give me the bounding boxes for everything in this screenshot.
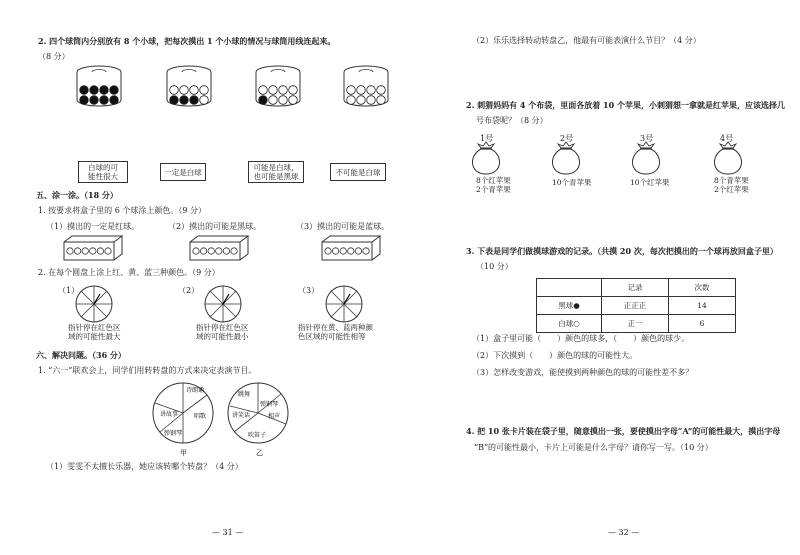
bag-1-no: 1号 (480, 134, 494, 143)
ball-boxes (0, 234, 400, 264)
bag-1-icon (472, 142, 499, 174)
color-wheel-1 (76, 286, 112, 322)
ball (90, 86, 99, 95)
wheel-caption-3: 指针停在黄、蓝两种颜 色区域的可能性相等 (298, 323, 373, 341)
spinner-b-label-4: 相声 (268, 413, 281, 420)
bag-3-desc: 10个红苹果 (630, 178, 670, 187)
ball (348, 248, 354, 254)
sec5-title: 五、涂一涂。（18 分） (36, 190, 118, 200)
page-number-31: — 31 — (212, 528, 244, 537)
q4-line1: 4. 把 10 张卡片装在袋子里，随意摸出一张，要使摸出字母“A”的可能性最大，摸出字母 (466, 426, 781, 436)
ball (100, 86, 109, 95)
ball (90, 96, 99, 105)
ball (97, 248, 103, 254)
bag-4-desc: 8个青苹果 2个红苹果 (714, 176, 749, 194)
ball (367, 96, 376, 105)
sec5-q1-item-3: （3）摸出的可能是蓝球。 (296, 222, 390, 231)
table-row (537, 315, 736, 333)
th-blank (537, 279, 602, 297)
ball (82, 248, 88, 254)
ball (190, 96, 199, 105)
ball (170, 96, 179, 105)
cell: 正正正 (602, 297, 669, 315)
q2-title: 2. 四个球筒内分别放有 8 个小球，把每次摸出 1 个小球的情况与球筒用线连起来。 (38, 36, 336, 46)
ball (355, 248, 361, 254)
sec6-q1: 1. “六一”联欢会上，同学们用转转盘的方式来决定表演节目。 (38, 366, 257, 375)
ball (279, 96, 288, 105)
q4-line2: “B”的可能性最小，卡片上可能是什么字母？请你写一写。（10 分） (474, 443, 713, 452)
q2-bags-title: 2. 刺猬妈妈有 4 个布袋，里面各放着 10 个苹果，小刺猬想一拿就是红苹果，应该选择几 (466, 100, 785, 110)
spinner-wheels (150, 380, 350, 460)
ball (367, 86, 376, 95)
q3-title: 3. 下表是同学们做摸球游戏的记录。（共摸 20 次，每次把摸出的一个球再放回盒子里） (466, 246, 778, 256)
spinner-b (228, 383, 288, 457)
ball (200, 96, 209, 105)
tube-3 (256, 66, 300, 106)
cell: 正一 (602, 315, 669, 333)
ball (231, 248, 237, 254)
q2-points: （8 分） (38, 52, 70, 61)
ball (208, 248, 214, 254)
bag-2-desc: 10个青苹果 (552, 178, 592, 187)
q3-s2: （2）下次摸到（ ）颜色的球的可能性大。 (472, 351, 638, 360)
ball (377, 86, 386, 95)
ball (363, 248, 369, 254)
ball (180, 96, 189, 105)
ball (80, 86, 89, 95)
spinner-b-label-3: 弹钢琴 (260, 401, 279, 408)
ball-box-1 (64, 236, 122, 260)
table-row (537, 297, 736, 315)
color-wheel-2 (205, 286, 241, 322)
spinner-a-name: 甲 (180, 449, 187, 457)
ball (110, 96, 119, 105)
ball (347, 86, 356, 95)
wheel-caption-2: 指针停在红色区 域的可能性最小 (196, 323, 249, 341)
ball (180, 86, 189, 95)
ball (259, 86, 268, 95)
bag-1-desc: 8个红苹果 2个青苹果 (476, 176, 511, 194)
page-number-32: — 32 — (608, 528, 640, 537)
spinner-a-label-2: 讲故事 (160, 411, 179, 418)
bag-4-no: 4号 (720, 134, 734, 143)
ball (357, 96, 366, 105)
ball (332, 248, 338, 254)
bag-2-no: 2号 (560, 134, 574, 143)
spinner-a-label-1: 诗朗诵 (186, 387, 205, 394)
bag-3-no: 3号 (640, 134, 654, 143)
sub2: （2）乐乐选择转动转盘乙，他最有可能表演什么节目？（4 分） (472, 36, 701, 45)
ball (200, 248, 206, 254)
ball (80, 96, 89, 105)
wheel-num-3: （3） (298, 286, 320, 295)
spinner-b-label-5: 吹笛子 (248, 432, 267, 439)
cell: 6 (669, 315, 736, 333)
ball (216, 248, 222, 254)
ball (200, 86, 209, 95)
cell: 白球○ (537, 315, 602, 333)
ball (340, 248, 346, 254)
bag-2-icon (552, 142, 579, 174)
ball-box-2 (190, 236, 248, 260)
match-box-1: 白球的可 能性很大 (78, 161, 128, 183)
sec5-q1: 1. 按要求将盒子里的 6 个球涂上颜色。（9 分） (38, 206, 206, 215)
spinner-b-name: 乙 (256, 449, 263, 457)
cell: 黑球● (537, 297, 602, 315)
match-box-3: 可能是白球， 也可能是黑球 (248, 161, 304, 183)
wheel-caption-1: 指针停在红色区 域的可能性最大 (68, 323, 121, 341)
q2-bags-title2: 号布袋呢？（8 分） (476, 116, 548, 125)
bag-4-icon (714, 142, 741, 174)
ball (110, 86, 119, 95)
ball (170, 86, 179, 95)
ball (269, 96, 278, 105)
cell: 14 (669, 297, 736, 315)
q3-points: （10 分） (476, 262, 513, 271)
ball (259, 96, 268, 105)
ball (105, 248, 111, 254)
ball (67, 248, 73, 254)
spinner-a-label-4: 唱歌 (194, 413, 207, 420)
color-wheel-3 (326, 286, 362, 322)
q3-s3: （3）怎样改变游戏，能使摸到两种颜色的球的可能性差不多？ (472, 368, 694, 377)
ball (193, 248, 199, 254)
ball-tubes (0, 60, 400, 170)
q3-s1: （1）盒子里可能（ ）颜色的球多，（ ）颜色的球少。 (472, 334, 690, 343)
ball (90, 248, 96, 254)
ball (357, 86, 366, 95)
ball (269, 86, 278, 95)
sec5-q1-item-2: （2）摸出的可能是黑球。 (168, 222, 262, 231)
sec6-sub1: （1）雯雯不太擅长乐器，她应该转哪个转盘？（4 分） (46, 462, 243, 471)
sec6-title: 六、解决问题。（36 分） (36, 350, 126, 360)
tube-2 (167, 66, 211, 106)
wheel-num-2: （2） (178, 286, 200, 295)
spinner-b-label-2: 讲笑话 (232, 412, 251, 419)
ball (289, 96, 298, 105)
spinner-a (153, 383, 213, 457)
ball (74, 248, 80, 254)
wheel-num-1: （1） (58, 286, 80, 295)
sec5-q1-item-1: （1）摸出的一定是红球。 (46, 222, 140, 231)
ball (100, 96, 109, 105)
ball (279, 86, 288, 95)
sec5-q2: 2. 在每个圆盘上涂上红、黄、蓝三种颜色。（9 分） (38, 268, 220, 277)
tube-4 (344, 66, 388, 106)
bag-3-icon (632, 142, 659, 174)
ball (325, 248, 331, 254)
ball (223, 248, 229, 254)
spinner-a-label-3: 弹钢琴 (164, 430, 183, 437)
match-box-4: 不可能是白球 (330, 163, 386, 181)
tube-1 (77, 66, 121, 106)
ball (377, 96, 386, 105)
th-record: 记录 (602, 279, 669, 297)
record-table (536, 278, 736, 333)
spinner-b-label-1: 跳舞 (238, 391, 251, 398)
ball (289, 86, 298, 95)
match-box-2: 一定是白球 (160, 163, 206, 181)
ball (190, 86, 199, 95)
ball (347, 96, 356, 105)
page-32 (400, 0, 800, 555)
th-count: 次数 (669, 279, 736, 297)
ball-box-3 (322, 236, 380, 260)
